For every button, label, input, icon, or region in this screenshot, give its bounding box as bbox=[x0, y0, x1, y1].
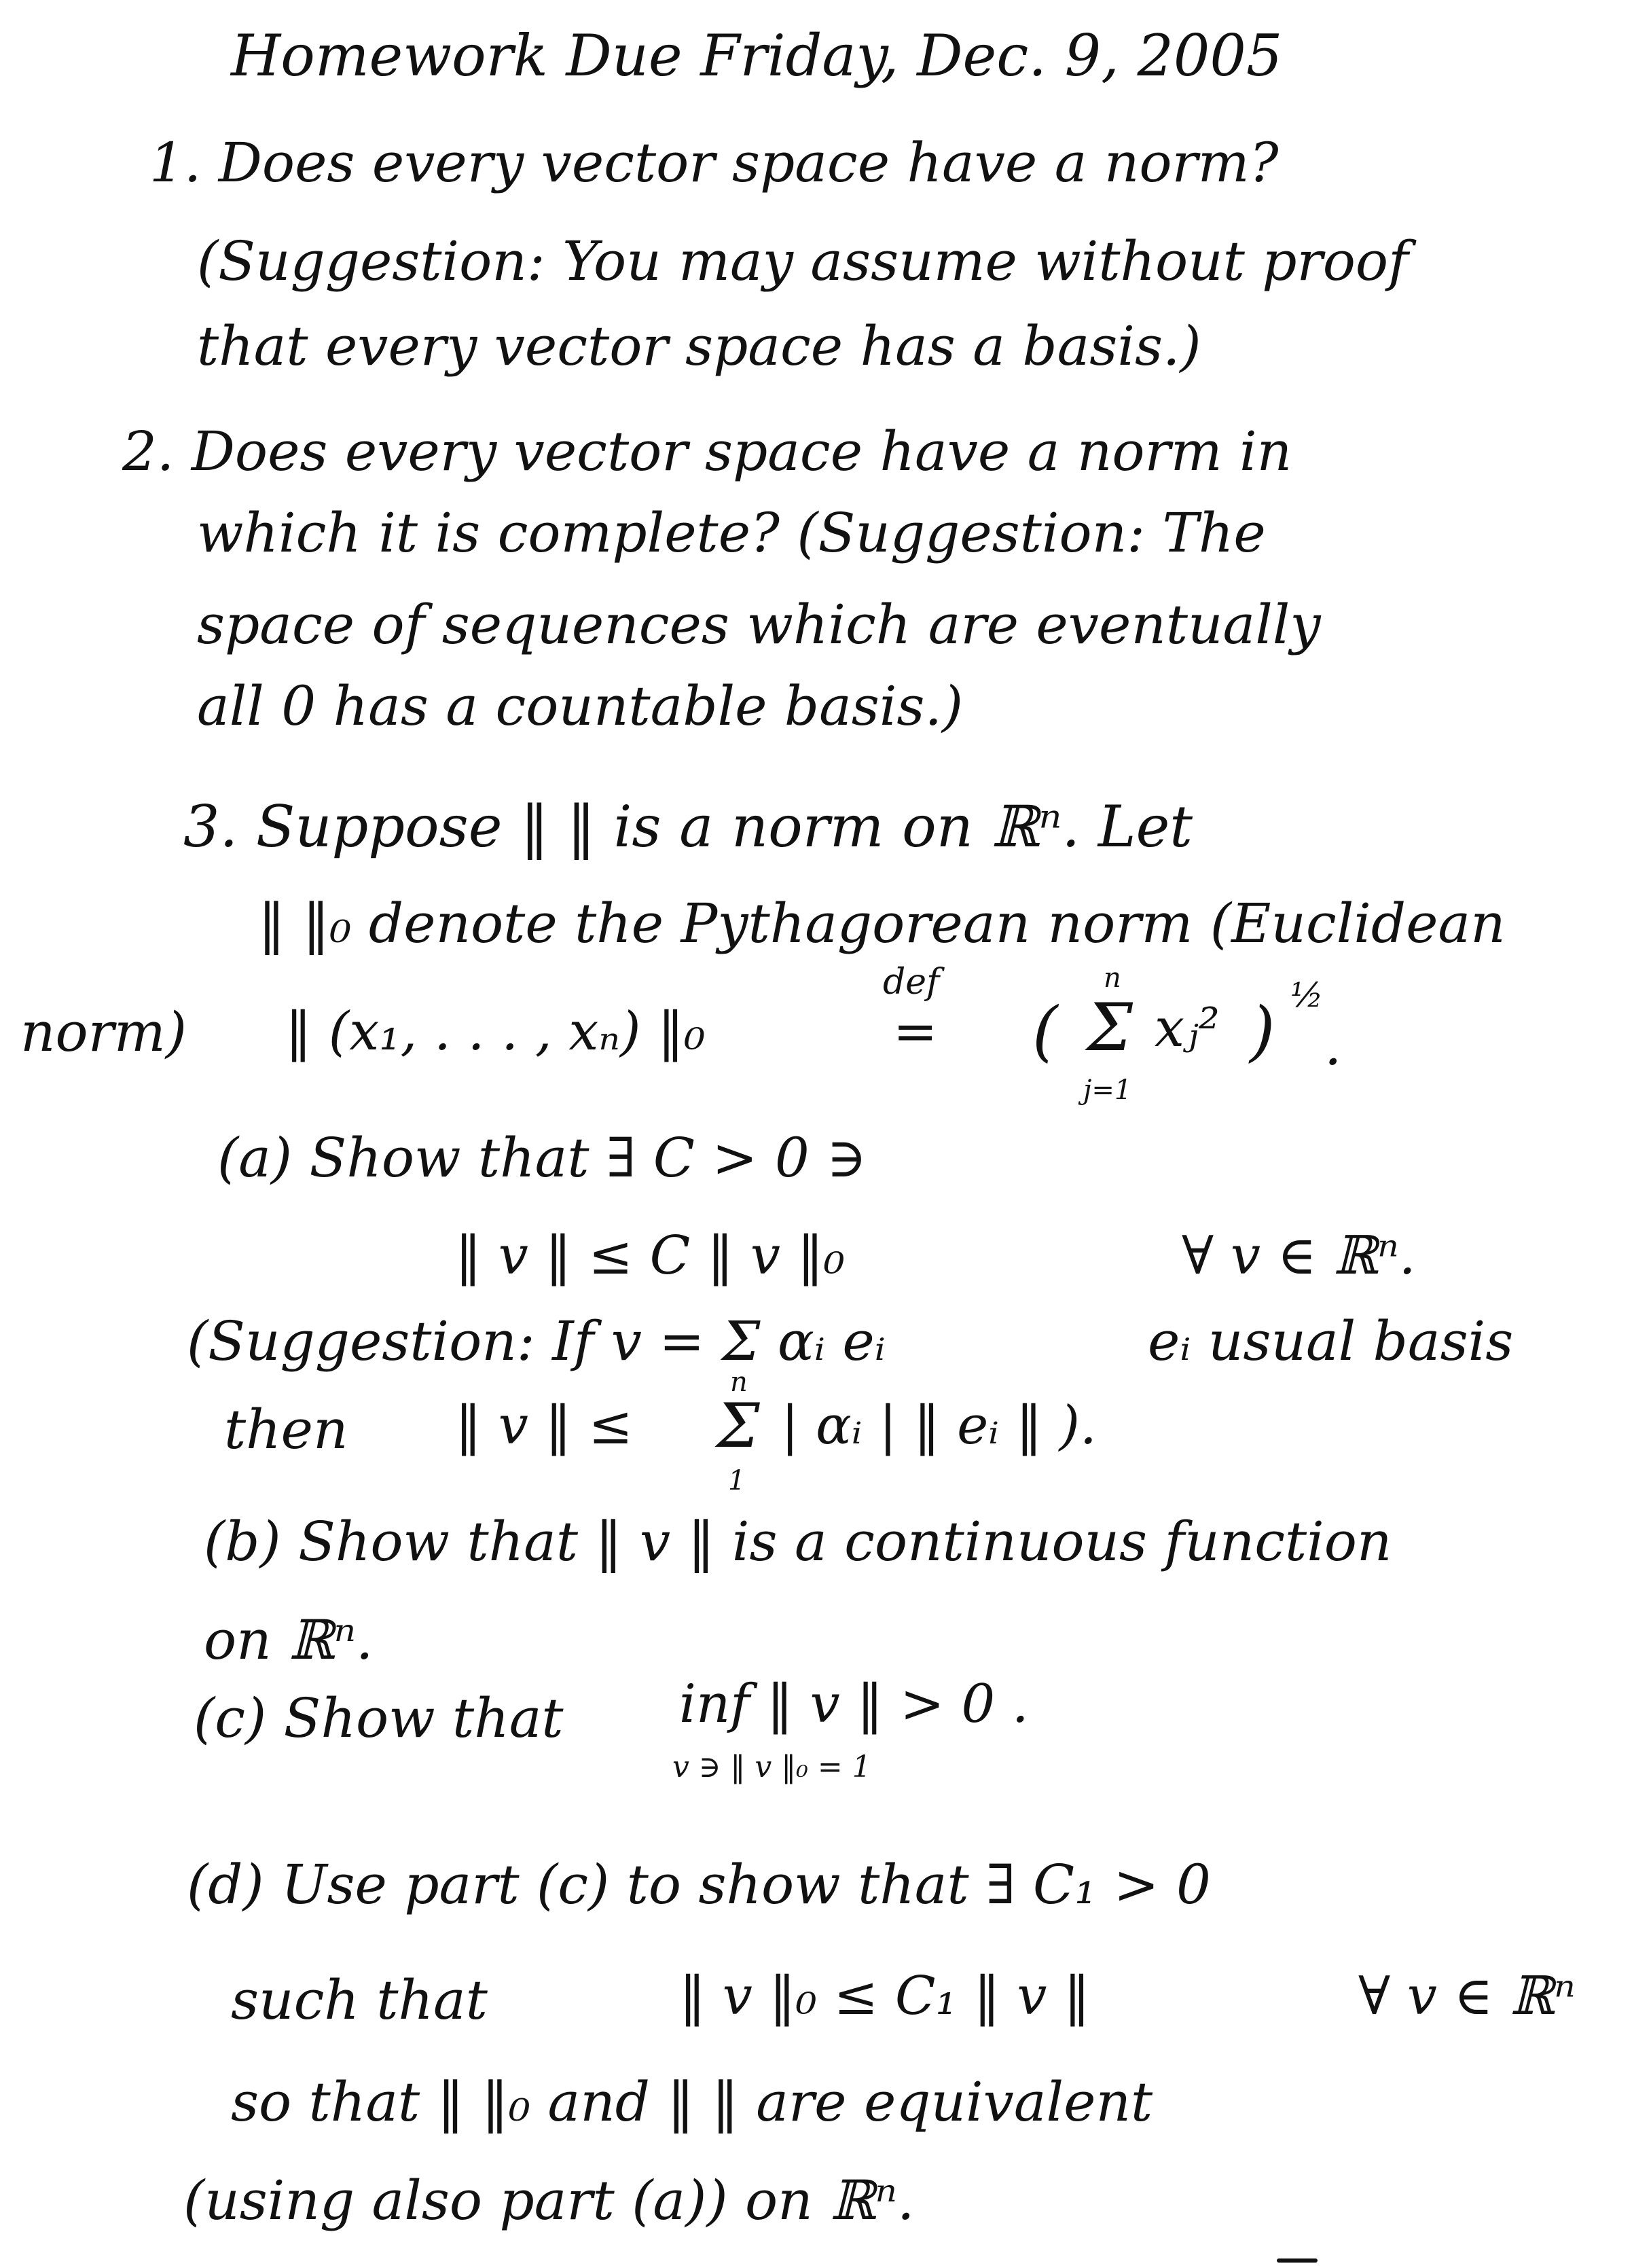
part-c-line-1: (c) Show that bbox=[194, 1687, 564, 1750]
problem-2-line-2: which it is complete? (Suggestion: The bbox=[197, 501, 1266, 564]
formula-sum-sign: Σ bbox=[1087, 990, 1133, 1066]
norm-word: norm) bbox=[20, 1001, 187, 1064]
problem-2-line-1: 2. Does every vector space have a norm in bbox=[122, 420, 1292, 483]
formula-open-paren: ( bbox=[1032, 993, 1058, 1069]
problem-2-line-3: space of sequences which are eventually bbox=[197, 593, 1321, 656]
part-a-forall: ∀ v ∈ ℝⁿ. bbox=[1182, 1225, 1416, 1286]
part-d-inequality: ‖ v ‖₀ ≤ C₁ ‖ v ‖ bbox=[679, 1966, 1091, 2027]
problem-1-line-2: (Suggestion: You may assume without proof bbox=[197, 230, 1409, 293]
suggestion-sum-lower: 1 bbox=[728, 1465, 746, 1496]
part-a-line-1: (a) Show that ∃ C > 0 ∋ bbox=[217, 1126, 867, 1189]
part-d-forall: ∀ v ∈ ℝⁿ bbox=[1358, 1966, 1576, 2027]
suggestion-rest: | αᵢ | ‖ eᵢ ‖ ). bbox=[781, 1395, 1097, 1456]
part-d-line-1: (d) Use part (c) to show that ∃ C₁ > 0 bbox=[187, 1853, 1211, 1916]
suggestion-sum-sign: Σ bbox=[716, 1390, 760, 1462]
suggestion-line-1: (Suggestion: If v = Σ αᵢ eᵢ bbox=[187, 1310, 886, 1373]
suggestion-then: then bbox=[224, 1398, 348, 1461]
problem-3-line-2: ‖ ‖₀ denote the Pythagorean norm (Euclidean bbox=[258, 892, 1506, 955]
formula-sum-lower: j=1 bbox=[1083, 1075, 1132, 1106]
suggestion-inequality: ‖ v ‖ ≤ bbox=[455, 1395, 633, 1456]
part-d-line-4: (using also part (a)) on ℝⁿ. bbox=[183, 2169, 915, 2232]
formula-lhs: ‖ (x₁, . . . , xₙ) ‖₀ bbox=[285, 1001, 706, 1062]
part-d-line-3: so that ‖ ‖₀ and ‖ ‖ are equivalent bbox=[231, 2070, 1153, 2134]
formula-def-label: def bbox=[883, 962, 940, 1003]
page-title: Homework Due Friday, Dec. 9, 2005 bbox=[231, 22, 1283, 89]
suggestion-sum-upper: n bbox=[730, 1367, 748, 1398]
problem-1-line-1: 1. Does every vector space have a norm? bbox=[149, 131, 1279, 194]
problem-3-line-1: 3. Suppose ‖ ‖ is a norm on ℝⁿ. Let bbox=[183, 793, 1193, 860]
formula-term: xⱼ² bbox=[1155, 998, 1220, 1059]
formula-period: . bbox=[1324, 1014, 1342, 1077]
formula-exponent: ½ bbox=[1290, 975, 1324, 1015]
trailing-pen-mark bbox=[1277, 2258, 1318, 2263]
problem-2-line-4: all 0 has a countable basis.) bbox=[197, 674, 964, 738]
part-a-inequality: ‖ v ‖ ≤ C ‖ v ‖₀ bbox=[455, 1225, 845, 1286]
part-d-line-2: such that bbox=[231, 1968, 488, 2032]
problem-1-line-3: that every vector space has a basis.) bbox=[197, 314, 1201, 378]
part-c-inf: inf ‖ v ‖ > 0 . bbox=[679, 1674, 1029, 1735]
formula-sum-upper: n bbox=[1104, 962, 1121, 994]
part-b-line-2: on ℝⁿ. bbox=[204, 1608, 374, 1672]
formula-equals: = bbox=[893, 1001, 938, 1062]
suggestion-usual-basis: eᵢ usual basis bbox=[1148, 1310, 1514, 1373]
formula-close-paren: ) bbox=[1250, 993, 1275, 1069]
part-b-line-1: (b) Show that ‖ v ‖ is a continuous function bbox=[204, 1510, 1392, 1573]
part-c-condition: v ∋ ‖ v ‖₀ = 1 bbox=[672, 1750, 871, 1784]
